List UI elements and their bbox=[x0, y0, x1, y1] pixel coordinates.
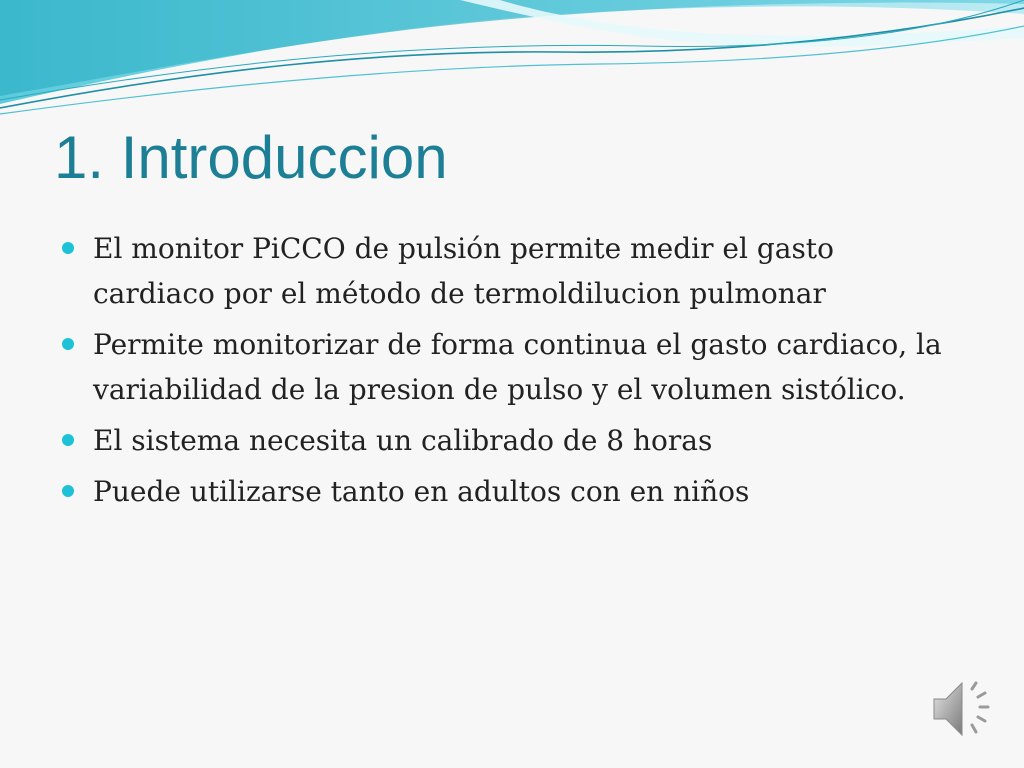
slide-title: 1. Introduccion bbox=[54, 124, 448, 191]
bullet-text: El sistema necesita un calibrado de 8 horas bbox=[93, 424, 713, 457]
bullet-dot-icon bbox=[62, 434, 74, 446]
header-wave-decoration bbox=[0, 0, 1024, 120]
bullet-text: Permite monitorizar de forma continua el gasto cardiaco, la variabilidad de la presion de pulso y el volumen sistólico. bbox=[93, 328, 942, 406]
bullet-dot-icon bbox=[62, 242, 74, 254]
list-item bbox=[62, 226, 962, 316]
speaker-icon[interactable] bbox=[930, 675, 1000, 743]
list-item bbox=[62, 469, 962, 514]
bullet-list bbox=[62, 226, 962, 520]
bullet-text: El monitor PiCCO de pulsión permite medir el gasto cardiaco por el método de termoldilucion pulmonar bbox=[93, 232, 834, 310]
bullet-dot-icon bbox=[62, 338, 74, 350]
bullet-text: Puede utilizarse tanto en adultos con en niños bbox=[93, 475, 750, 508]
list-item bbox=[62, 322, 962, 412]
list-item bbox=[62, 418, 962, 463]
bullet-dot-icon bbox=[62, 485, 74, 497]
